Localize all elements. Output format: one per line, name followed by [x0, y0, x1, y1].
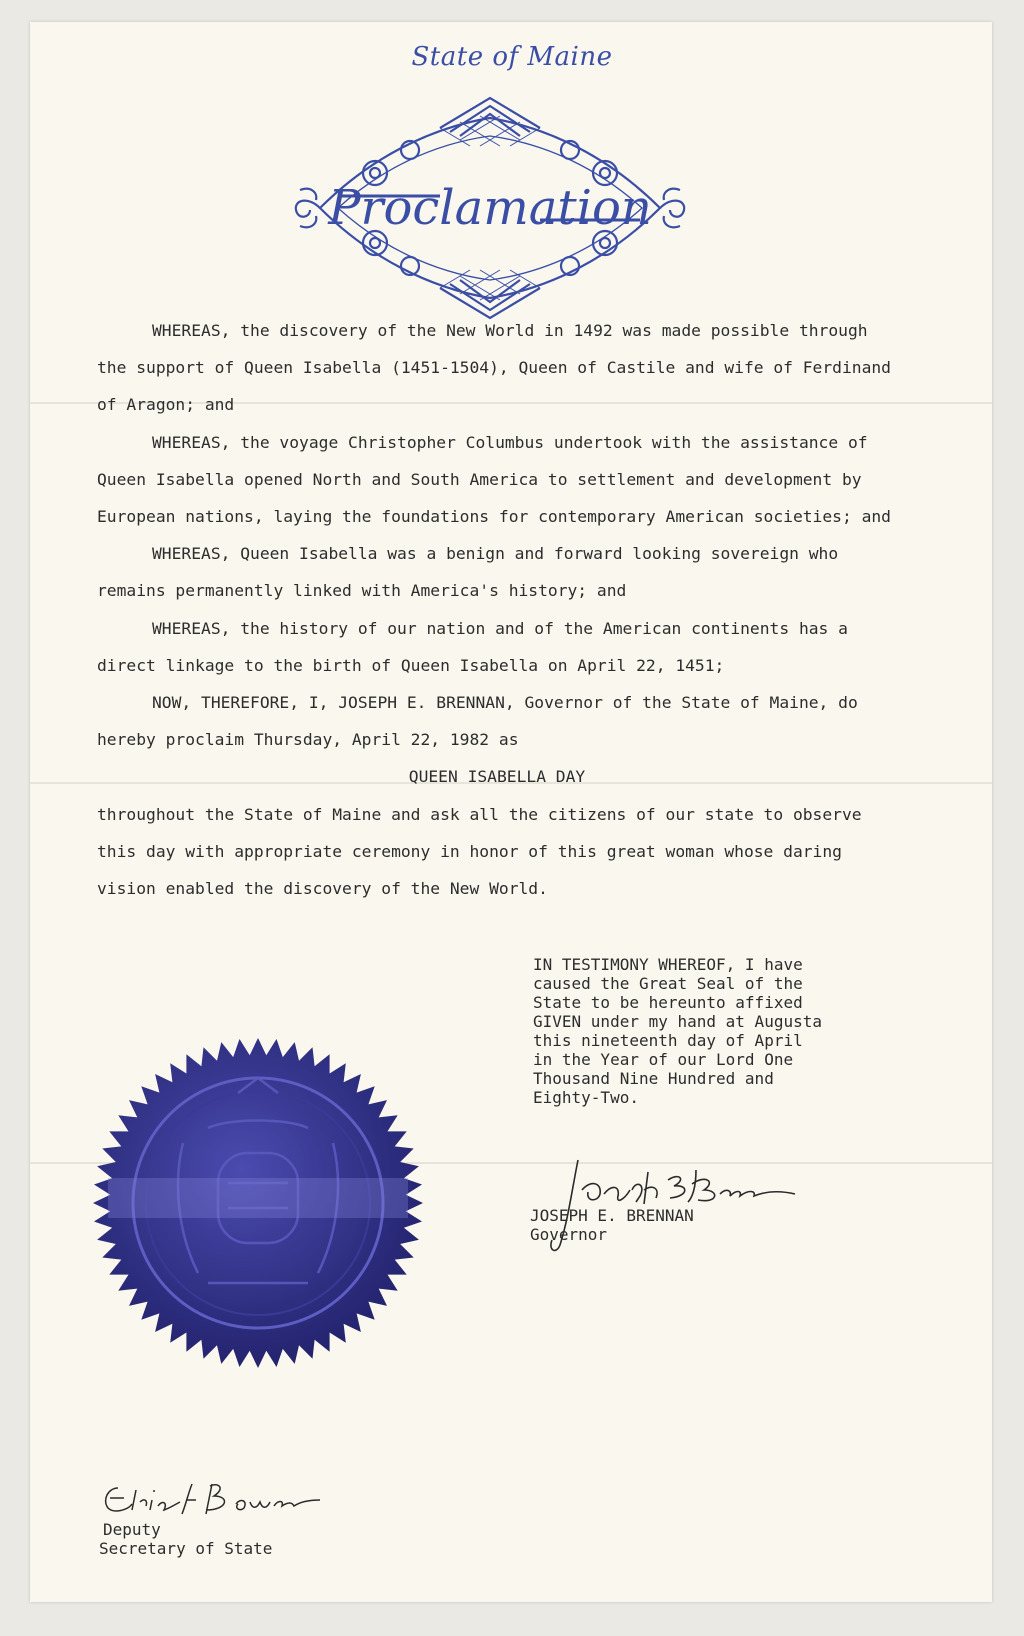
signature-spacer [530, 1140, 850, 1206]
closing-paragraph: throughout the State of Maine and ask all the citizens of our state to observe this day with appropriate ceremony in honor of this great woman whose daring vision enabled the discovery of the New World. [97, 804, 862, 899]
whereas-paragraph: WHEREAS, Queen Isabella was a benign and forward looking sovereign who remains permanently linked with America's history; and [97, 544, 839, 601]
seal-icon [88, 1033, 428, 1373]
proclamation-crest [280, 88, 700, 328]
secretary-title: Secretary of State [99, 1539, 273, 1558]
deputy-block [99, 1520, 423, 1558]
testimony-line: caused the Great Seal of the [533, 974, 803, 993]
governor-block [530, 1140, 850, 1244]
testimony-line: Eighty-Two. [533, 1088, 639, 1107]
testimony-line: in the Year of our Lord One [533, 1050, 794, 1069]
whereas-paragraph: WHEREAS, the history of our nation and of the American continents has a direct linkage to the birth of Queen Isabella on April 22, 1451; [97, 618, 848, 675]
governor-title: Governor [530, 1225, 608, 1244]
day-title: QUEEN ISABELLA DAY [408, 767, 586, 787]
testimony-line: State to be hereunto affixed [533, 993, 803, 1012]
proclamation-title: Proclamation [328, 180, 652, 236]
deputy-title: Deputy [103, 1520, 161, 1539]
testimony-line: this nineteenth day of April [533, 1031, 803, 1050]
testimony-line: Thousand Nine Hundred and [533, 1069, 774, 1088]
testimony-line: IN TESTIMONY WHEREOF, I have [533, 955, 803, 974]
whereas-paragraph: WHEREAS, the discovery of the New World in 1492 was made possible through the support of Queen Isabella (1451-1504), Queen of Castile and wife of Ferdinand of Aragon; and [97, 321, 891, 415]
testimony-line: GIVEN under my hand at Augusta [533, 1012, 822, 1031]
therefore-paragraph: NOW, THEREFORE, I, JOSEPH E. BRENNAN, Governor of the State of Maine, do hereby proclaim Thursday, April 22, 1982 as [97, 693, 858, 750]
proclamation-body [97, 312, 897, 907]
great-seal [88, 1033, 428, 1373]
state-of-maine-heading: State of Maine [411, 42, 613, 72]
whereas-paragraph: WHEREAS, the voyage Christopher Columbus undertook with the assistance of Queen Isabella opened North and South America to settlement and development by European nations, laying the foundations for contemporary American societies; and [97, 432, 891, 527]
governor-name: JOSEPH E. BRENNAN [530, 1206, 694, 1225]
testimony-block [533, 955, 913, 1107]
